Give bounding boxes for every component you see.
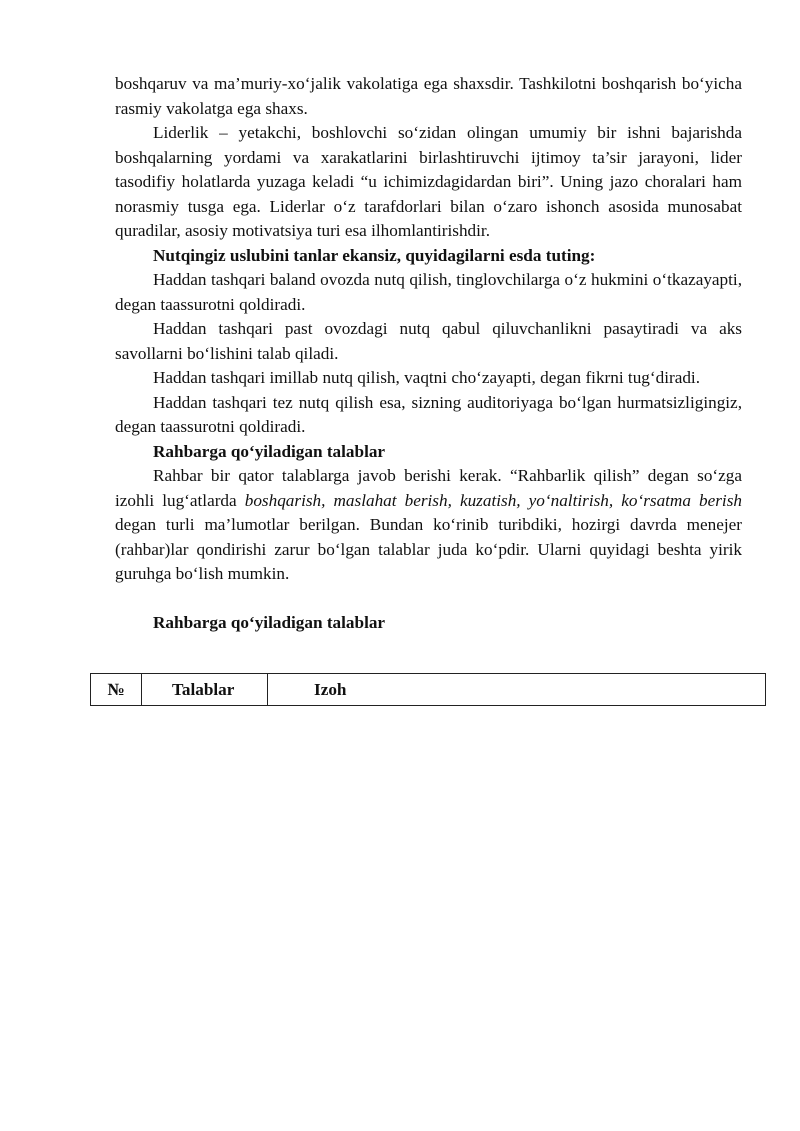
body-text	[115, 72, 742, 636]
requirements-text-start: Rahbar bir qator talablarga javob berishi kerak. “Rahbarlik qilish” degan so‘zga izohli lug‘atlarda	[115, 466, 742, 510]
heading-requirements: Rahbarga qo‘yiladigan talablar	[153, 441, 386, 461]
paragraph-fast-speech: Haddan tashqari tez nutq qilish esa, sizning auditoriyaga bo‘lgan hurmatsizligingiz, degan taassurotni qoldiradi.	[115, 392, 742, 436]
paragraph-loud-speech: Haddan tashqari baland ovozda nutq qilish, tinglovchilarga o‘z hukmini o‘tkazayapti, degan taassurotni qoldiradi.	[115, 270, 742, 314]
heading-speech-style: Nutqingiz uslubini tanlar ekansiz, quyidagilarni esda tuting:	[153, 245, 596, 265]
paragraph-slow-speech: Haddan tashqari imillab nutq qilish, vaqtni cho‘zayapti, degan fikrni tug‘diradi.	[153, 368, 700, 387]
requirements-text-end: degan turli ma’lumotlar berilgan. Bundan ko‘rinib turibdiki, hozirgi davrda menejer (rahbar)lar qondirishi zarur bo‘lgan talablar juda ko‘pdir. Ularni quyidagi beshta yirik guruhga bo‘lish mumkin.	[115, 515, 742, 583]
column-header-talablar: Talablar	[142, 674, 268, 706]
paragraph-leader-definition-end: boshqaruv va ma’muriy-xo‘jalik vakolatiga ega shaxsdir. Tashkilotni boshqarish bo‘yicha rasmiy vakolatga ega shaxs.	[115, 74, 742, 118]
column-header-number: №	[91, 674, 142, 706]
column-header-izoh: Izoh	[268, 674, 766, 706]
requirements-italic-terms: boshqarish, maslahat berish, kuzatish, yo‘naltirish, ko‘rsatma berish	[244, 490, 742, 510]
requirements-table	[90, 673, 766, 706]
paragraph-requirements	[115, 464, 742, 587]
paragraph-liderlik: Liderlik – yetakchi, boshlovchi so‘zidan olingan umumiy bir ishni bajarishda boshqalarning yordami va xarakatlarini birlashtiruvchi ijtimoy ta’sir jarayoni, lider tasodifiy holatlarda yuzaga keladi “u ichimizdagidardan biri”. Uning jazo choralari ham norasmiy tusga ega. Liderlar o‘z tarafdorlari bilan o‘zaro ishonch asosida munosabat quradilar, asosiy motivatsiya turi esa ilhomlantirishdir.	[115, 123, 742, 240]
paragraph-quiet-speech: Haddan tashqari past ovozdagi nutq qabul qiluvchanlikni pasaytiradi va aks savollarni bo‘lishini talab qiladi.	[115, 319, 742, 363]
table-caption: Rahbarga qo‘yiladigan talablar	[153, 613, 386, 632]
table-header-row	[91, 674, 766, 706]
